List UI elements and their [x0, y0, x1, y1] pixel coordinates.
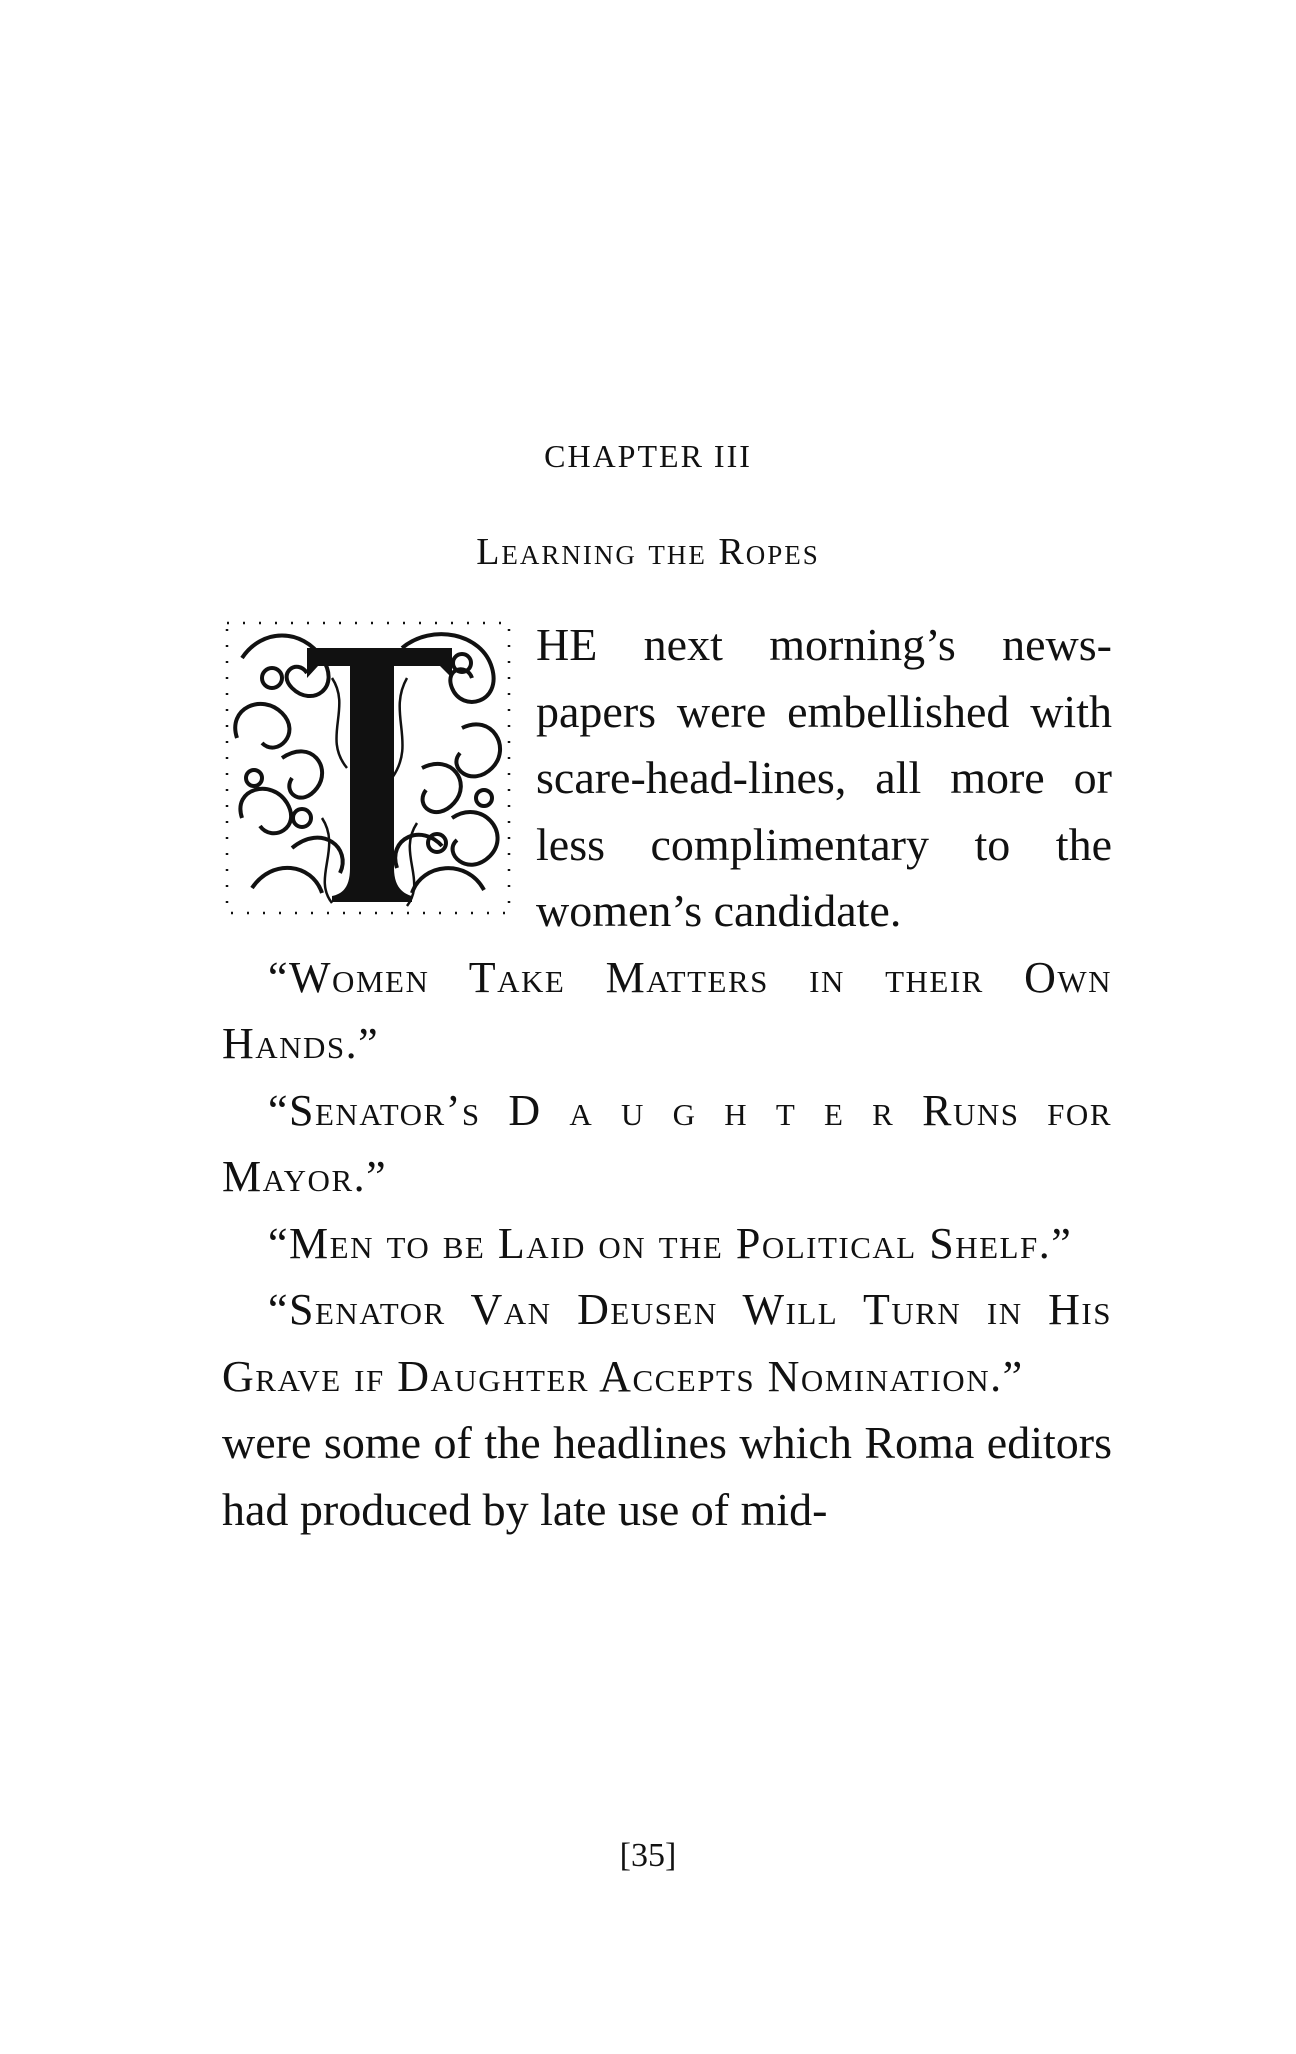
page-number: [35] [619, 1837, 677, 1874]
headline-item: “Women Take Matters in their Own Hands.” [222, 952, 1112, 1068]
opening-paragraph: HE next morning’s newspapers were embellished with scare-head-lines, all more or less complimentary to the women’s candidate. [536, 619, 1112, 936]
chapter-label: CHAPTER III [544, 438, 752, 474]
headline-item: “Senator Van Deusen Will Turn in His Grave if Daughter Accepts Nomination.” [222, 1285, 1112, 1401]
closing-paragraph: were some of the headlines which Roma editors had produced by late use of mid- [222, 1417, 1112, 1535]
chapter-title: Learning the Ropes [476, 531, 820, 573]
headline-item: “Senator’s D a u g h t e r Runs for Mayor.” [222, 1085, 1112, 1201]
chapter-body [222, 612, 1112, 1543]
headline-item: “Men to be Laid on the Political Shelf.” [268, 1218, 1073, 1268]
ornamental-initial-icon [222, 618, 514, 918]
